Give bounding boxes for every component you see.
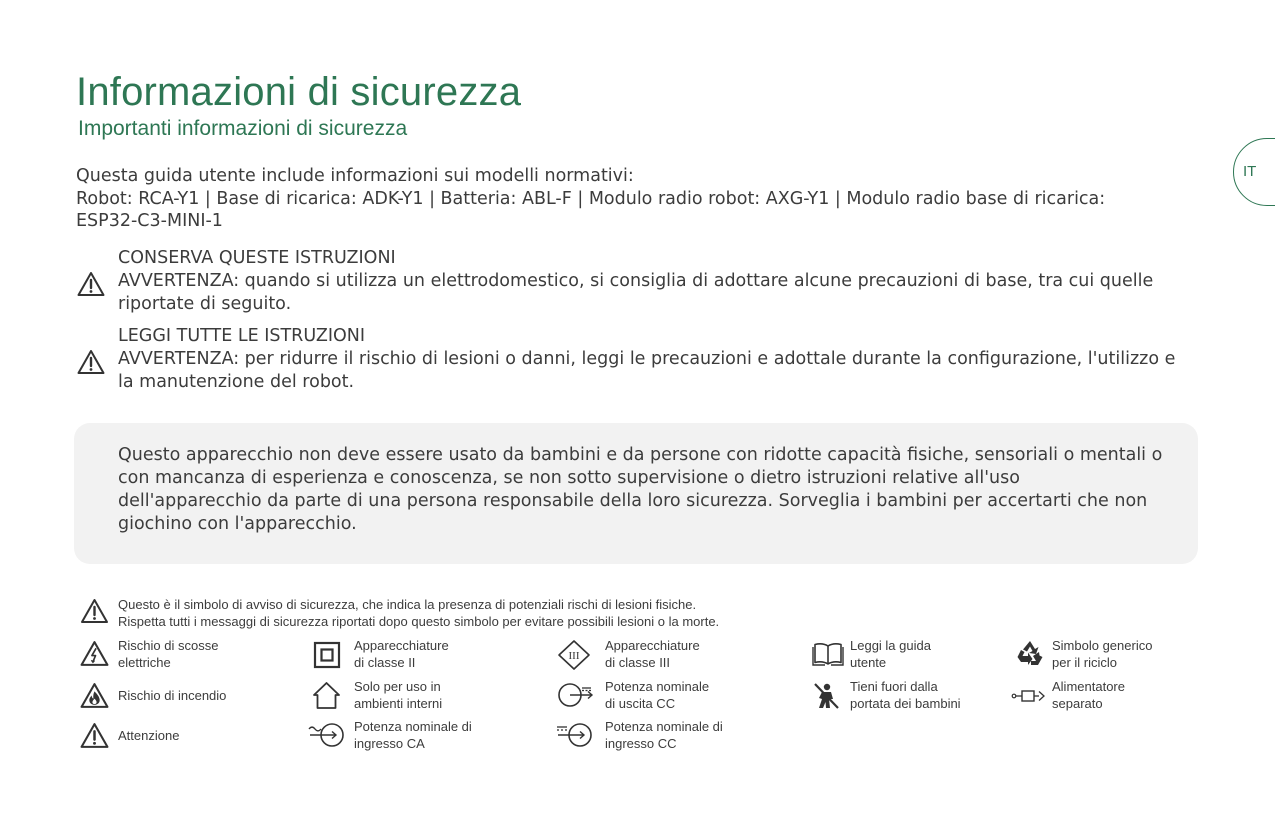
symbol-label: Apparecchiature di classe III bbox=[605, 638, 700, 670]
read-manual-icon bbox=[812, 641, 844, 667]
recycling-icon bbox=[1015, 639, 1045, 667]
ac-input-icon bbox=[308, 722, 346, 748]
indoor-use-icon bbox=[311, 680, 342, 711]
models-list: Robot: RCA-Y1 | Base di ricarica: ADK-Y1 | Batteria: ABL-F | Modulo radio robot: AXG-Y1 | Modulo radio base di ricarica: ESP32-C3-MINI-1 bbox=[76, 188, 1106, 231]
warning-text: AVVERTENZA: quando si utilizza un elettrodomestico, si consiglia di adottare alcune precauzioni di base, tra cui quelle riportate di seguito. bbox=[118, 271, 1154, 314]
symbol-label: Alimentatore separato bbox=[1052, 679, 1125, 711]
dc-input-icon bbox=[556, 722, 594, 748]
keep-away-children-icon bbox=[812, 681, 840, 711]
caution-icon bbox=[80, 722, 109, 749]
symbol-label: Simbolo generico per il riciclo bbox=[1052, 638, 1153, 670]
symbol-label: Potenza nominale di ingresso CC bbox=[605, 719, 723, 751]
children-notice-box bbox=[74, 423, 1198, 564]
language-tab bbox=[1233, 138, 1275, 206]
symbol-label: Solo per uso in ambienti interni bbox=[354, 679, 443, 711]
fire-risk-icon bbox=[80, 682, 109, 709]
models-intro: Questa guida utente include informazioni sui modelli normativi: bbox=[76, 166, 634, 186]
symbols-intro-line: Questo è il simbolo di avviso di sicurezza, che indica la presenza di potenziali rischi di lesioni fisiche. bbox=[118, 597, 697, 612]
section-heading: CONSERVA QUESTE ISTRUZIONI bbox=[118, 248, 396, 268]
symbol-label: Attenzione bbox=[118, 728, 180, 743]
page-subtitle: Importanti informazioni di sicurezza bbox=[78, 117, 408, 140]
language-tab-label: IT bbox=[1243, 163, 1257, 180]
safety-alert-icon bbox=[80, 598, 109, 624]
symbol-label: Potenza nominale di uscita CC bbox=[605, 679, 710, 711]
electric-shock-icon bbox=[80, 640, 109, 667]
separate-power-supply-icon bbox=[1011, 688, 1047, 704]
notice-text: Questo apparecchio non deve essere usato da bambini e da persone con ridotte capacità fisiche, sensoriali o mentali o con mancanza di esperienza e conoscenza, se non sotto supervisione o dietro istruzioni relative all'uso dell'apparecchio da parte di una persona responsabile della loro sicurezza. Sorveglia i bambini per accertarti che non giochino con l'apparecchio. bbox=[118, 445, 1163, 534]
symbols-intro bbox=[118, 596, 858, 630]
symbol-label: Tieni fuori dalla portata dei bambini bbox=[850, 679, 961, 711]
section-leggi bbox=[118, 325, 1188, 394]
symbol-label: Potenza nominale di ingresso CA bbox=[354, 719, 472, 751]
warning-triangle-icon bbox=[77, 349, 105, 375]
symbol-label: Rischio di scosse elettriche bbox=[118, 638, 219, 670]
section-conserva bbox=[118, 247, 1188, 316]
symbols-intro-line: Rispetta tutti i messaggi di sicurezza riportati dopo questo simbolo per evitare possibili lesioni o la morte. bbox=[118, 614, 720, 629]
warning-text: AVVERTENZA: per ridurre il rischio di lesioni o danni, leggi le precauzioni e adottale durante la configurazione, l'utilizzo e la manutenzione del robot. bbox=[118, 349, 1176, 392]
class-iii-icon bbox=[557, 639, 591, 671]
symbol-label: Apparecchiature di classe II bbox=[354, 638, 449, 670]
regulatory-models bbox=[76, 165, 1156, 233]
class-ii-icon bbox=[313, 641, 341, 669]
svg-text:III: III bbox=[568, 650, 580, 662]
warning-triangle-icon bbox=[77, 271, 105, 297]
section-heading: LEGGI TUTTE LE ISTRUZIONI bbox=[118, 326, 366, 346]
page-title: Informazioni di sicurezza bbox=[76, 70, 522, 114]
symbol-label: Rischio di incendio bbox=[118, 688, 227, 703]
symbol-label: Leggi la guida utente bbox=[850, 638, 931, 670]
dc-output-icon bbox=[556, 682, 594, 708]
